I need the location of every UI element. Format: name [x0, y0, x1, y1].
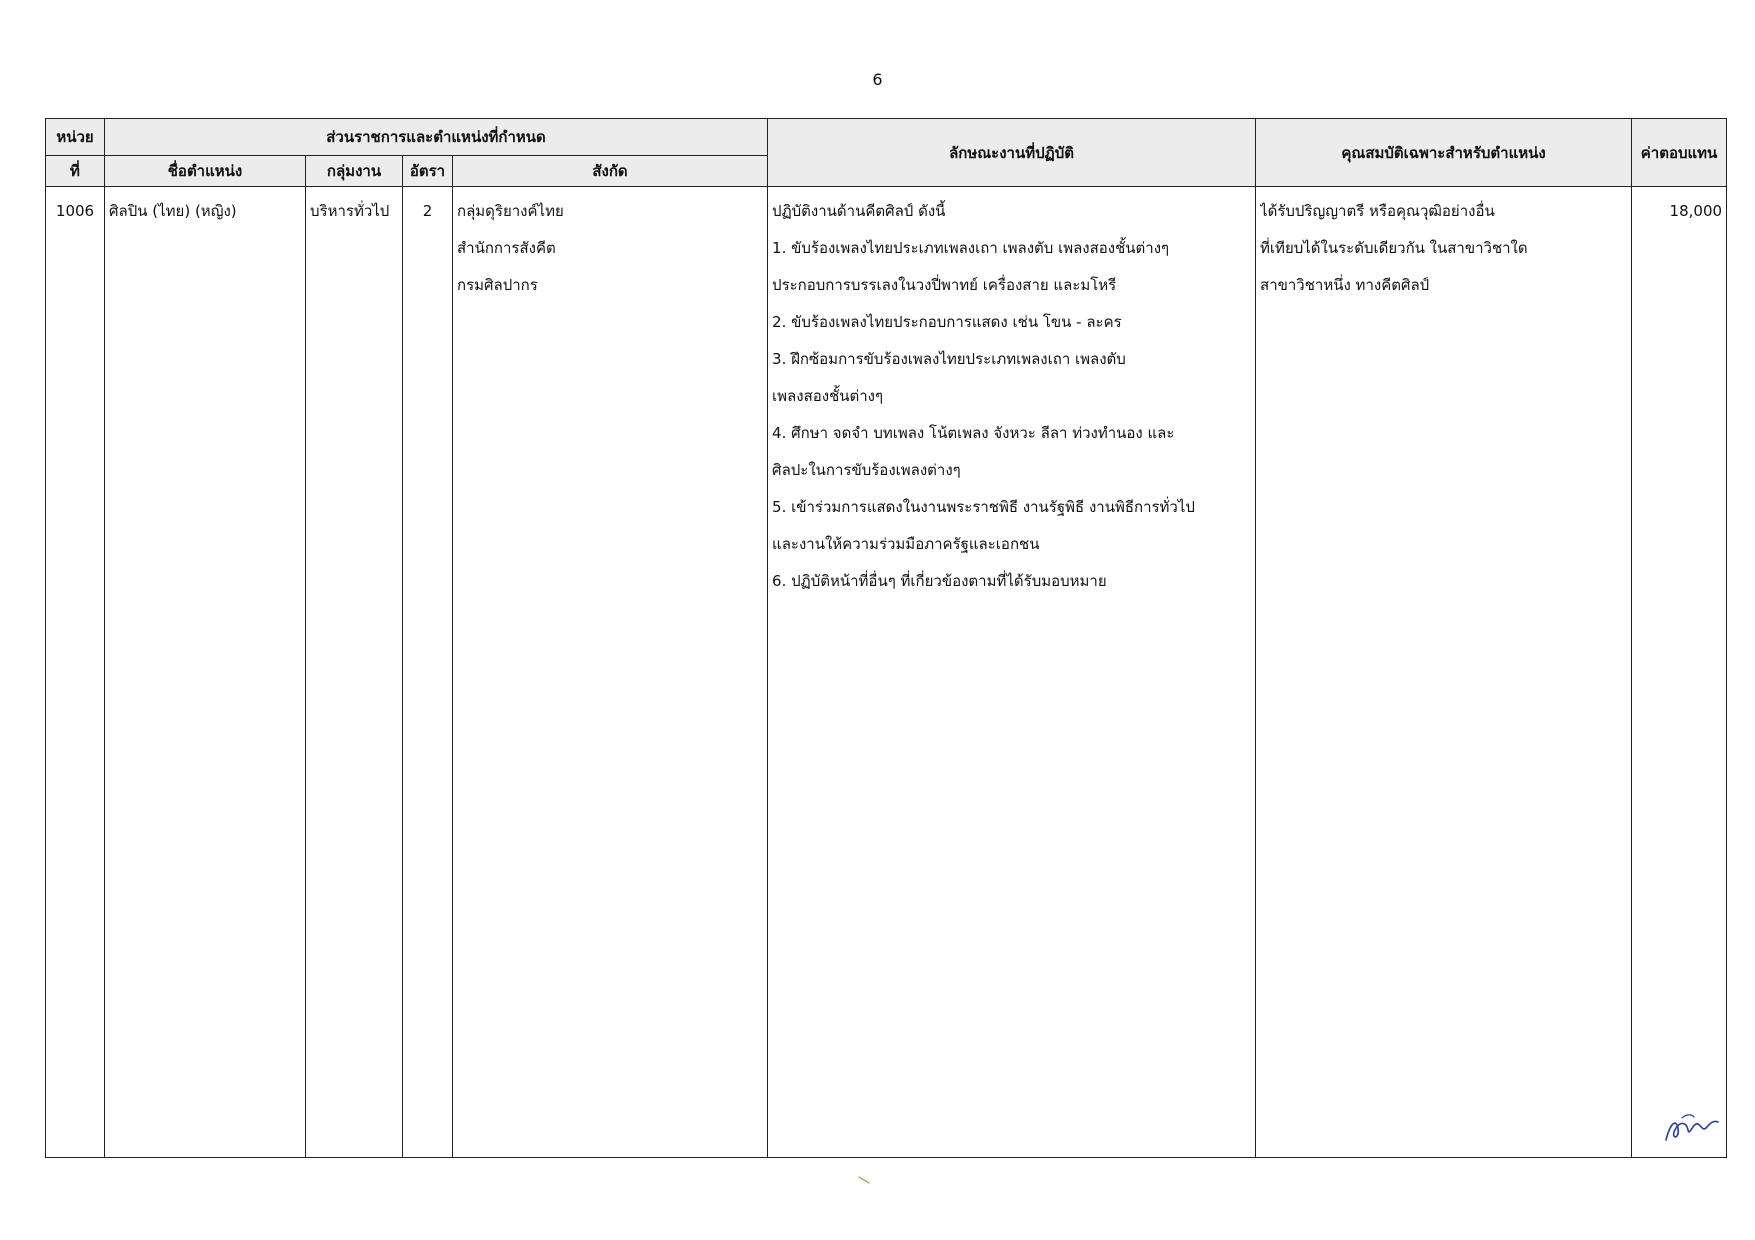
qualifications-line: สาขาวิชาหนึ่ง ทางคีตศิลป์ [1260, 276, 1430, 294]
stray-pen-mark [858, 1176, 870, 1184]
agency-positions-header: ส่วนราชการและตำแหน่งที่กำหนด [105, 119, 768, 156]
job-description-line: ปฏิบัติงานด้านคีตศิลป์ ดังนี้ [772, 202, 946, 220]
compensation: 18,000 [1669, 202, 1723, 220]
affiliation-header: สังกัด [453, 156, 768, 187]
job-description-line: 3. ฝึกซ้อมการขับร้องเพลงไทยประเภทเพลงเถา เพลงตับ [772, 350, 1126, 368]
affiliation-line: สำนักการสังคีต [457, 239, 556, 257]
position-name: ศิลปิน (ไทย) (หญิง) [109, 202, 237, 220]
page-number: 6 [872, 70, 883, 89]
work-group: บริหารทั่วไป [310, 202, 390, 220]
qualifications-line: ที่เทียบได้ในระดับเดียวกัน ในสาขาวิชาใด [1260, 239, 1528, 257]
quota-cell [403, 187, 453, 1158]
table-row [46, 187, 1727, 1158]
position-name-cell [105, 187, 306, 1158]
work-group-cell [306, 187, 403, 1158]
unit-no: 1006 [55, 202, 95, 220]
job-description-line: 4. ศึกษา จดจำ บทเพลง โน้ตเพลง จังหวะ ลีลา ท่วงทำนอง และ [772, 424, 1175, 442]
job-description-line: 2. ขับร้องเพลงไทยประกอบการแสดง เช่น โขน - ละคร [772, 313, 1122, 331]
compensation-header: ค่าตอบแทน [1632, 119, 1727, 187]
qualifications-header: คุณสมบัติเฉพาะสำหรับตำแหน่ง [1256, 119, 1632, 187]
work-group-header: กลุ่มงาน [306, 156, 403, 187]
header-row-1 [46, 119, 1727, 156]
compensation-cell [1632, 187, 1727, 1158]
job-description-line: และงานให้ความร่วมมือภาครัฐและเอกชน [772, 535, 1040, 553]
qualifications-line: ได้รับปริญญาตรี หรือคุณวุฒิอย่างอื่น [1260, 202, 1495, 220]
job-description-line: 1. ขับร้องเพลงไทยประเภทเพลงเถา เพลงตับ เพลงสองชั้นต่างๆ [772, 239, 1170, 257]
job-description-header: ลักษณะงานที่ปฏิบัติ [768, 119, 1256, 187]
job-description-cell [768, 187, 1256, 1158]
unit-no-header-top: หน่วย [46, 119, 105, 156]
affiliation-cell [453, 187, 768, 1158]
positions-table [45, 118, 1727, 1158]
quota-header: อัตรา [403, 156, 453, 187]
job-description-line: 5. เข้าร่วมการแสดงในงานพระราชพิธี งานรัฐพิธี งานพิธีการทั่วไป [772, 498, 1195, 516]
handwritten-initials-signature [1662, 1110, 1722, 1146]
job-description-line: ศิลปะในการขับร้องเพลงต่างๆ [772, 461, 961, 479]
unit-no-cell [46, 187, 105, 1158]
position-name-header: ชื่อตำแหน่ง [105, 156, 306, 187]
job-description-line: เพลงสองชั้นต่างๆ [772, 387, 884, 405]
job-description-line: 6. ปฏิบัติหน้าที่อื่นๆ ที่เกี่ยวข้องตามที่ได้รับมอบหมาย [772, 572, 1107, 590]
quota: 2 [422, 202, 433, 220]
affiliation-line: กลุ่มดุริยางค์ไทย [457, 202, 564, 220]
unit-no-header-bottom: ที่ [46, 156, 105, 187]
affiliation-line: กรมศิลปากร [457, 276, 538, 294]
qualifications-cell [1256, 187, 1632, 1158]
job-description-line: ประกอบการบรรเลงในวงปี่พาทย์ เครื่องสาย และมโหรี [772, 276, 1117, 294]
